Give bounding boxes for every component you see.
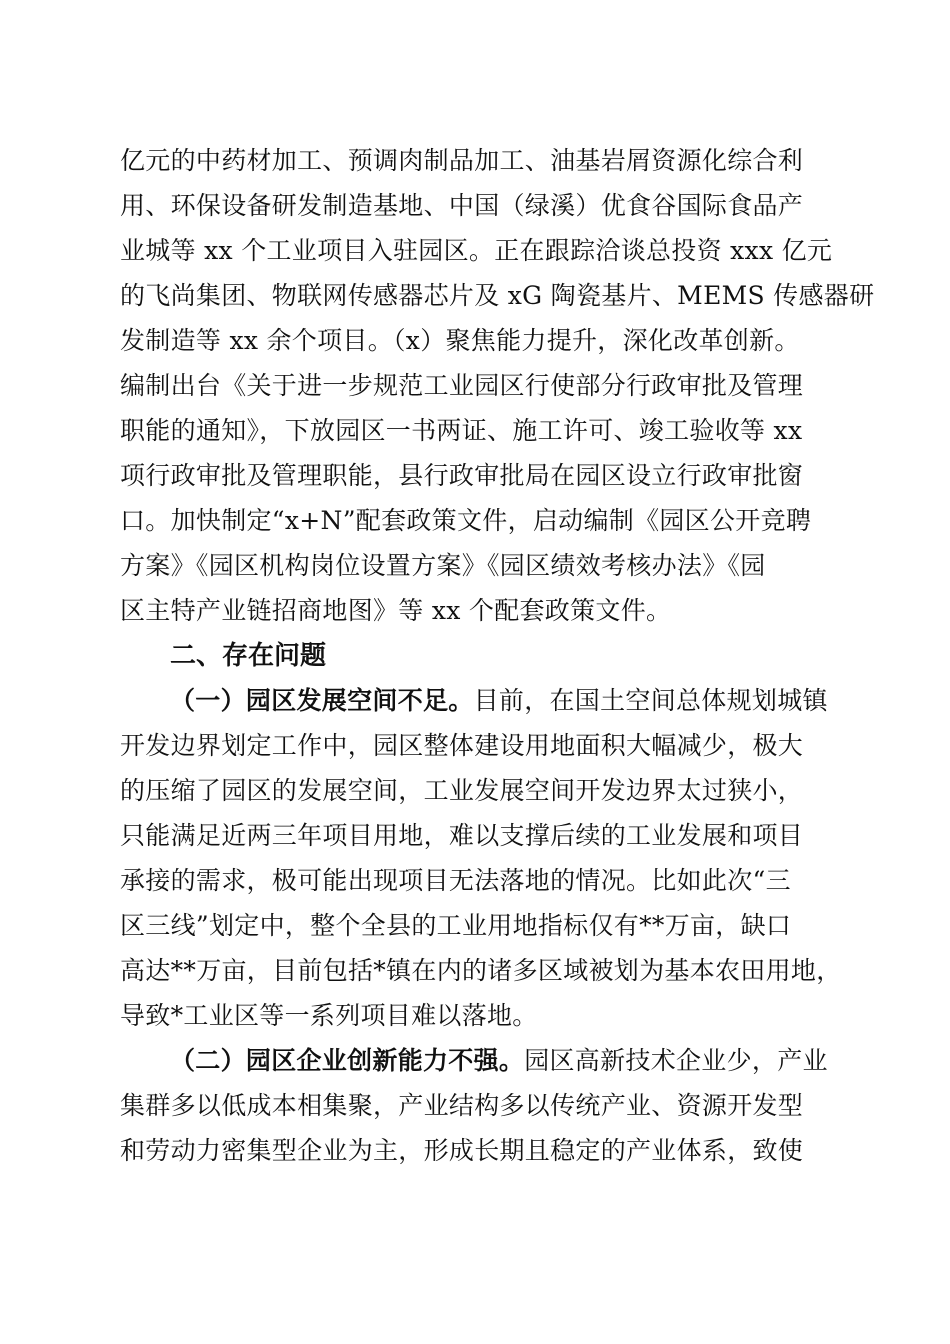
paragraph-lead: （二）园区企业创新能力不强。 [170, 1046, 525, 1075]
body-line: 区主特产业链招商地图》等 xx 个配套政策文件。 [120, 596, 672, 625]
body-line: 的压缩了园区的发展空间，工业发展空间开发边界太过狭小， [120, 776, 804, 805]
paragraph-text: 园区高新技术企业少，产业 [524, 1046, 828, 1075]
body-line: 发制造等 xx 余个项目。（x）聚焦能力提升，深化改革创新。 [120, 326, 800, 355]
body-line: 用、环保设备研发制造基地、中国（绿溪）优食谷国际食品产 [120, 191, 804, 220]
body-line: 口。加快制定“x+N”配套政策文件，启动编制《园区公开竞聘 [120, 506, 812, 535]
body-line: 和劳动力密集型企业为主，形成长期且稳定的产业体系，致使 [120, 1136, 804, 1165]
paragraph-lead: （一）园区发展空间不足。 [170, 686, 474, 715]
paragraph-first-line [170, 686, 840, 716]
body-line: 区三线”划定中，整个全县的工业用地指标仅有**万亩，缺口 [120, 911, 792, 940]
body-line: 亿元的中药材加工、预调肉制品加工、油基岩屑资源化综合利 [120, 146, 804, 175]
body-line: 集群多以低成本相集聚，产业结构多以传统产业、资源开发型 [120, 1091, 804, 1120]
body-line: 业城等 xx 个工业项目入驻园区。正在跟踪洽谈总投资 xxx 亿元 [120, 236, 833, 265]
body-line: 导致*工业区等一系列项目难以落地。 [120, 1001, 538, 1030]
body-line: 只能满足近两三年项目用地，难以支撑后续的工业发展和项目 [120, 821, 804, 850]
paragraph-first-line [170, 1046, 840, 1076]
body-line: 的飞尚集团、物联网传感器芯片及 xG 陶瓷基片、MEMS 传感器研 [120, 281, 875, 310]
body-line: 方案》《园区机构岗位设置方案》《园区绩效考核办法》《园 [120, 551, 766, 580]
section-heading: 二、存在问题 [170, 641, 327, 671]
paragraph-text: 目前，在国土空间总体规划城镇 [473, 686, 828, 715]
body-line: 高达**万亩，目前包括*镇在内的诸多区域被划为基本农田用地， [120, 956, 842, 985]
body-line: 项行政审批及管理职能，县行政审批局在园区设立行政审批窗 [120, 461, 804, 490]
body-line: 职能的通知》，下放园区一书两证、施工许可、竣工验收等 xx [120, 416, 803, 445]
body-line: 编制出台《关于进一步规范工业园区行使部分行政审批及管理 [120, 371, 804, 400]
body-line: 开发边界划定工作中，园区整体建设用地面积大幅减少，极大 [120, 731, 804, 760]
body-line: 承接的需求，极可能出现项目无法落地的情况。比如此次“三 [120, 866, 791, 895]
